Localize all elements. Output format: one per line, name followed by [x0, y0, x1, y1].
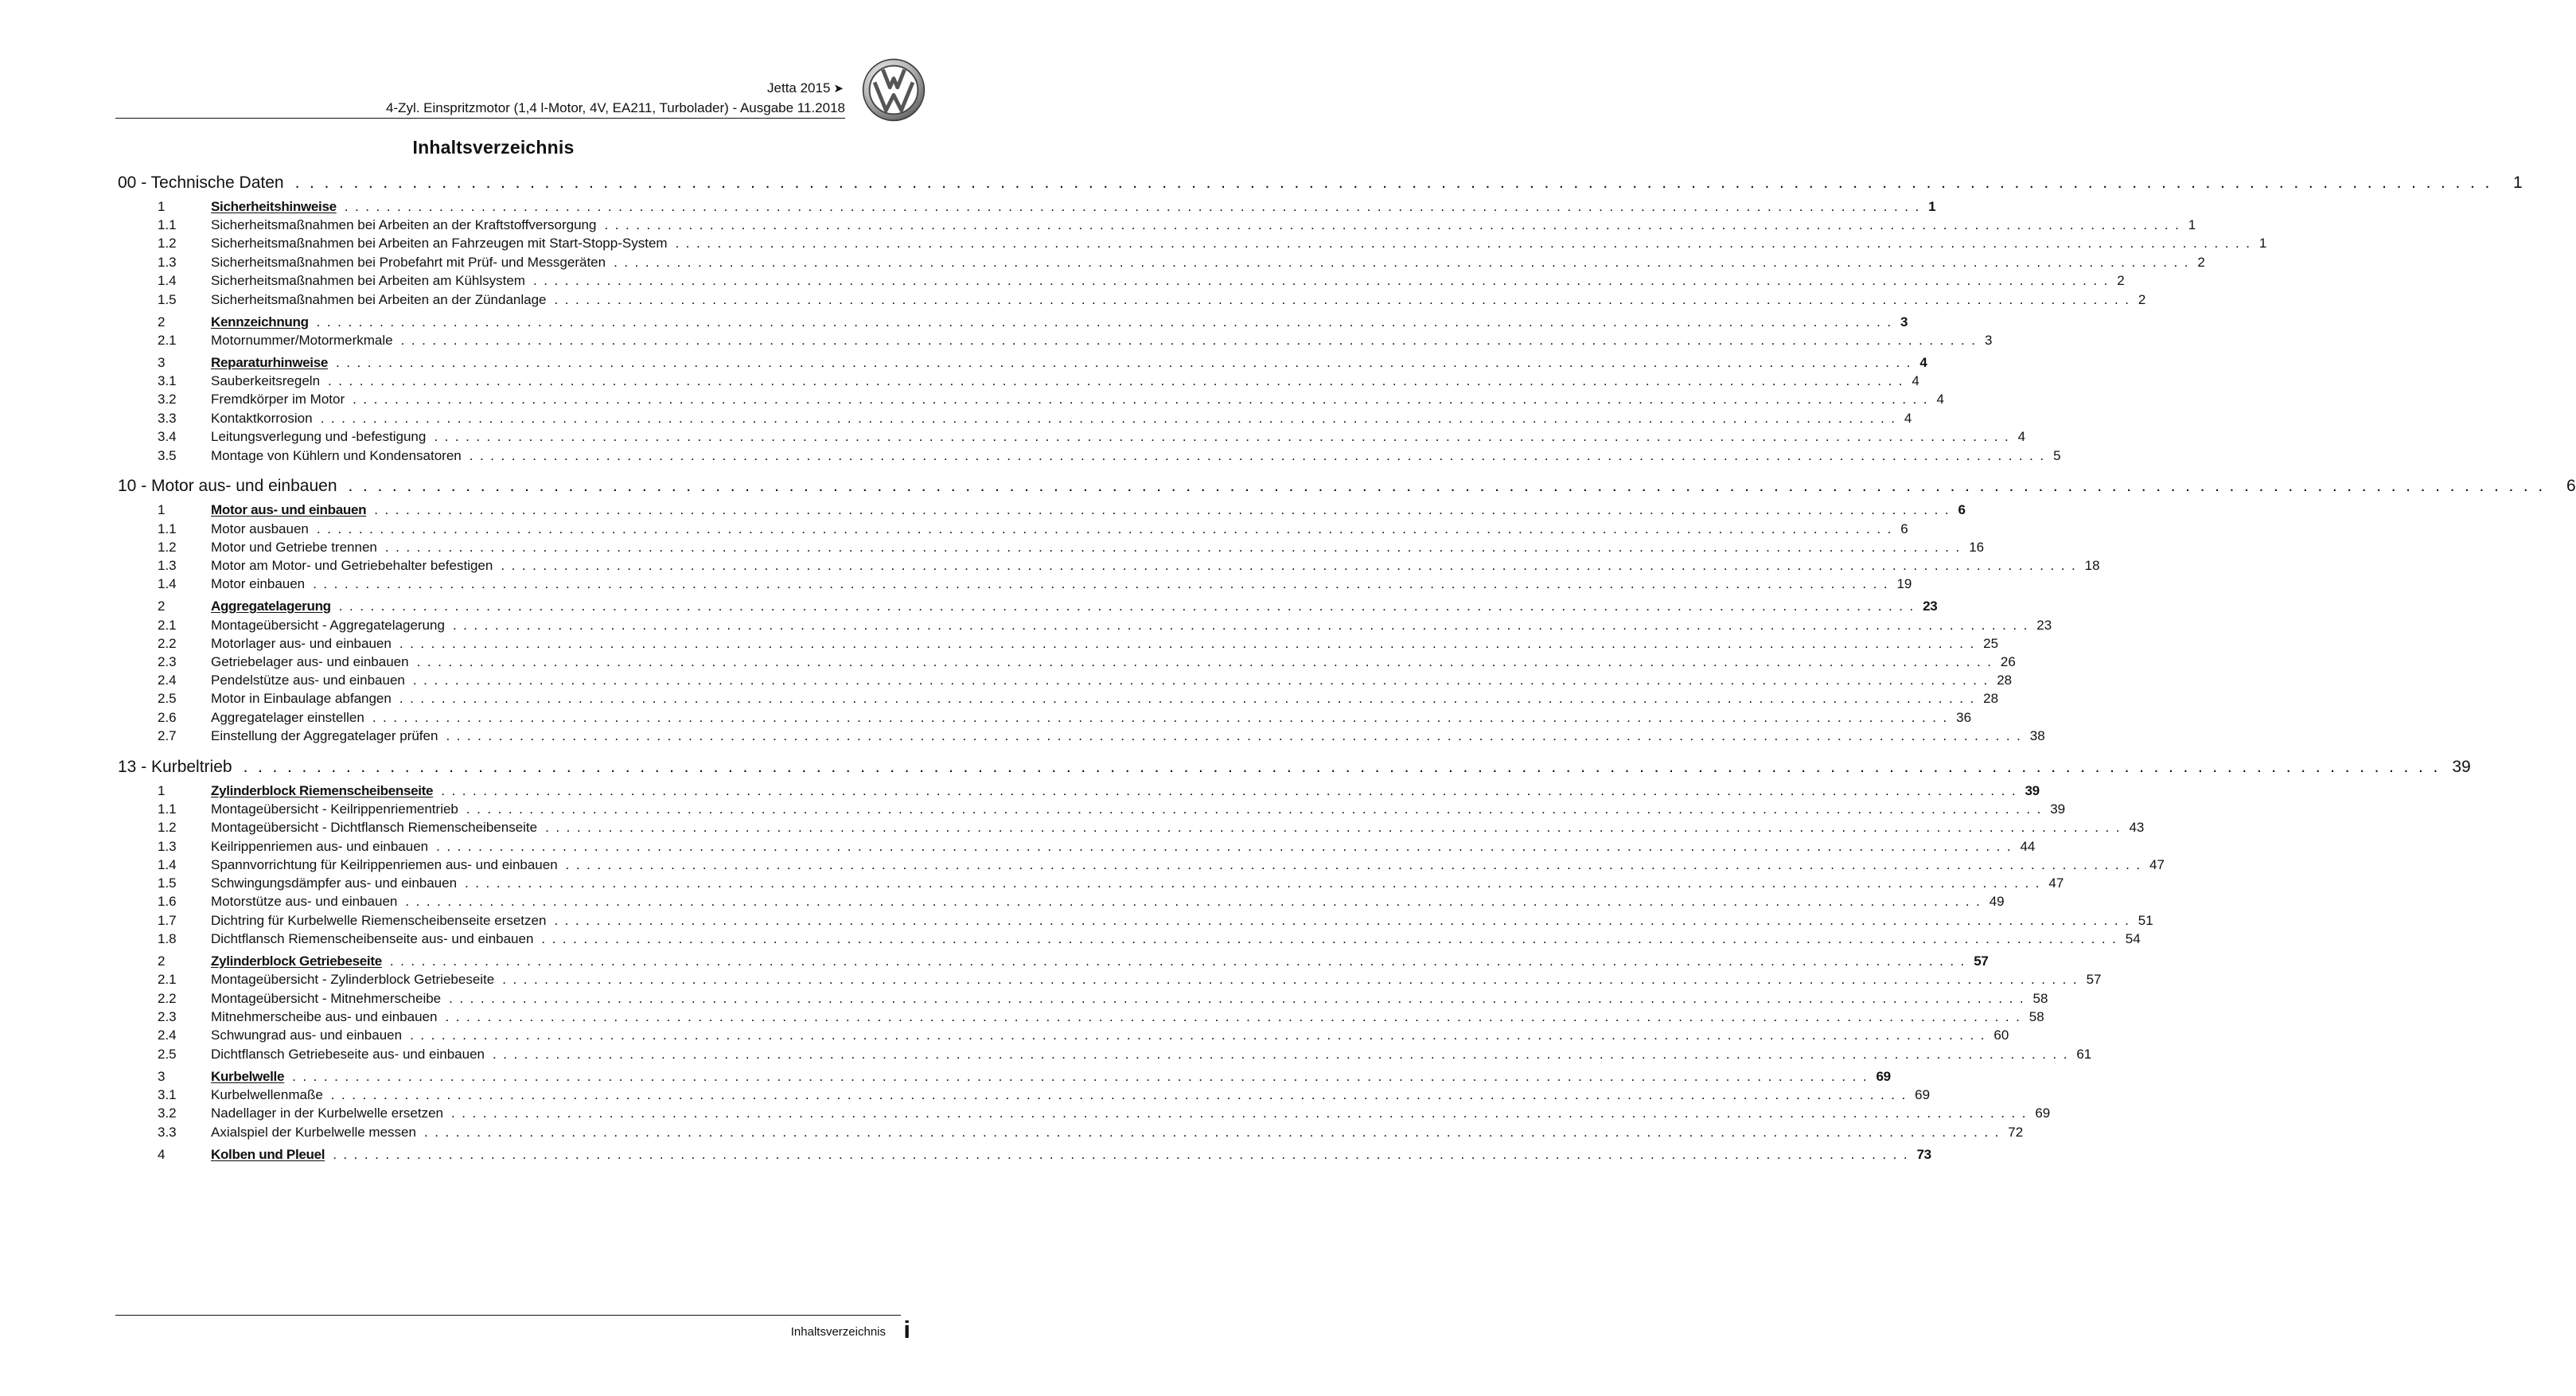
toc-subsection[interactable]: [158, 576, 1912, 592]
toc-entry-label[interactable]: Kurbelwellenmaße: [211, 1087, 323, 1102]
toc-entry-page[interactable]: 73: [1916, 1147, 1931, 1162]
toc-entry-label[interactable]: Schwingungsdämpfer aus- und einbauen: [211, 875, 458, 891]
toc-entry-label[interactable]: 00 - Technische Daten: [118, 174, 284, 192]
toc-entry-label[interactable]: Mitnehmerscheibe aus- und einbauen: [211, 1009, 438, 1024]
page-title: Inhaltsverzeichnis: [412, 137, 575, 158]
toc-entry-page[interactable]: 72: [2008, 1125, 2024, 1140]
dot-leader: . . . . . . . . . . . . . . . . . . . . . . . . . . . . . . . . . . . . . . . . . . . . . . . . . . . . . . . . . . . . . . . . . . . . . . . . . . . . . . . . . . . . . . . . . . . . . . . . . . . . . . . . . . . . . . . . . . . . . . . . . . . . . . . . . . . . . . . . . . . . . . . . . . . . . .: [541, 931, 2118, 946]
dot-leader: . . . . . . . . . . . . . . . . . . . . . . . . . . . . . . . . . . . . . . . . . . . . . . . . . . . . . . . . . . . . . . . . . . . . . . . . . . . . . . . . . . . . . . . . . . . . . . . . . . . . . . . . . . . . . . . . . . . . . . . . . . . . . . . . . . . . . . . . . . . . . . . . . . . . . .: [436, 839, 2013, 854]
dot-leader: . . . . . . . . . . . . . . . . . . . . . . . . . . . . . . . . . . . . . . . . . . . . . . . . . . . . . . . . . . . . . . . . . . . . . . . . . . . . . . . . . . . . . . . . . . . . . . . . . . . . . . . . . . . . . . . . . . . . . . . . . . . . . . . . . . . . . . . . . . . . . . . . . . . . . .: [384, 540, 1962, 555]
toc-entry-label[interactable]: Kontaktkorrosion: [211, 411, 313, 426]
arrow-right-icon: ➤: [833, 82, 844, 96]
toc-entry-number: 3: [158, 1069, 166, 1084]
toc-entry-label[interactable]: Motor ausbauen: [211, 521, 309, 536]
toc-entry-label[interactable]: Montageübersicht - Keilrippenriementrieb: [211, 801, 458, 817]
toc-entry-number: 1.1: [158, 217, 177, 232]
header-model: [767, 80, 844, 96]
dot-leader: . . . . . . . . . . . . . . . . . . . . . . . . . . . . . . . . . . . . . . . . . . . . . . . . . . . . . . . . . . . . . . . . . . . . . . . . . . . . . . . . . . . . . . . . . . . . . . . . . . . . . . . . . . . . . . . . . . . . . . . . . . . . . . . . . . . . . . . . . . . . . . . . . . . . . .: [445, 1009, 2021, 1024]
toc-entry-label[interactable]: Motor aus- und einbauen: [211, 502, 367, 517]
toc-entry-number: 1.4: [158, 576, 177, 591]
toc-subsection[interactable]: [158, 255, 2205, 271]
toc-entry-number: 1.2: [158, 236, 177, 251]
dot-leader: . . . . . . . . . . . . . . . . . . . . . . . . . . . . . . . . . . . . . . . . . . . . . . . . . . . . . . . . . . . . . . . . . . . . . . . . . . . . . . . . . . . . . . . . . . . . . . . . . . . . . . . . . . . . . . . . . . . . . . . . . . . . . . . . . . . . . . . . . . . . . . . . . . . . . .: [614, 255, 2190, 270]
header-subtitle: 4-Zyl. Einspritzmotor (1,4 l-Motor, 4V, EA211, Turbolader) - Ausgabe 11.2018: [385, 100, 845, 115]
toc-entry-page[interactable]: 57: [1974, 953, 1989, 969]
toc-entry-label[interactable]: Nadellager in der Kurbelwelle ersetzen: [211, 1105, 443, 1121]
toc-entry-label[interactable]: Montageübersicht - Aggregatelagerung: [211, 618, 445, 633]
toc-subsection[interactable]: [158, 1028, 2009, 1043]
toc-entry-page[interactable]: 51: [2138, 913, 2153, 928]
toc-entry-page[interactable]: 1: [2188, 217, 2196, 232]
toc-entry-page[interactable]: 39: [2050, 801, 2066, 817]
dot-leader: . . . . . . . . . . . . . . . . . . . . . . . . . . . . . . . . . . . . . . . . . . . . . . . . . . . . . . . . . . . . . . . . . . . . . . . . . . . . . . . . . . . . . . . . . . . . . . . . . . . . . . . . . . . . . . . . . . . . . . . . . . . . . . . . . . . . . . . . . . . . . . . . . . . . . .: [446, 728, 2022, 743]
toc-entry-number: 2: [158, 953, 166, 969]
dot-leader: . . . . . . . . . . . . . . . . . . . . . . . . . . . . . . . . . . . . . . . . . . . . . . . . . . . . . . . . . . . . . . . . . . . . . . . . . . . . . . . . . . . . . . . . . . . . . . . . . . . . . . . . . . . . . . . . . . . . . . . . . . . . . . . . . . . . . . . . . . . . . . . . . . . . . .: [554, 913, 2130, 928]
toc-entry-label[interactable]: Dichtflansch Getriebeseite aus- und einbauen: [211, 1047, 485, 1062]
toc-subsection[interactable]: [158, 710, 1972, 726]
footer-label: Inhaltsverzeichnis: [790, 1325, 886, 1339]
toc-entry-label[interactable]: Pendelstütze aus- und einbauen: [211, 673, 405, 688]
dot-leader: . . . . . . . . . . . . . . . . . . . . . . . . . . . . . . . . . . . . . . . . . . . . . . . . . . . . . . . . . . . . . . . . . . . . . . . . . . . . . . . . . . . . . . . . . . . . . . . . . . . . . . . . . . . . . . . . . . . . . . . . . . . . . . . . . . . . . . . . . . . . . . . . . . . . . .: [675, 236, 2251, 251]
dot-leader: . . . . . . . . . . . . . . . . . . . . . . . . . . . . . . . . . . . . . . . . . . . . . . . . . . . . . . . . . . . . . . . . . . . . . . . . . . . . . . . . . . . . . . . . . . . . . . . . . . . . . . . . . . . . . . . . . . . . . . . . . . . . . . . . . . . . . . . . . . . . . . . . . . . . . .: [545, 820, 2122, 835]
toc-section[interactable]: [158, 953, 1989, 969]
dot-leader: . . . . . . . . . . . . . . . . . . . . . . . . . . . . . . . . . . . . . . . . . . . . . . . . . . . . . . . . . . . . . . . . . . . . . . . . . . . . . . . . . . . . . . . . . . . . . . . . . . . . . . . . . . . . . . . . . . . . . . . . . . . . . . . . . . . . . . . . . . . . . . . . . . . . . .: [316, 314, 1892, 330]
toc-entry-number: 1.3: [158, 558, 177, 573]
dot-leader: . . . . . . . . . . . . . . . . . . . . . . . . . . . . . . . . . . . . . . . . . . . . . . . . . . . . . . . . . . . . . . . . . . . . . . . . . . . . . . . . . . . . . . . . . . . . . . . . . . . . . . . . . . . . . . . . . . . . . . . . . . . . . . . . . . . . . . . . . . . . . . . . . . . . . .: [353, 392, 1929, 407]
dot-leader: . . . . . . . . . . . . . . . . . . . . . . . . . . . . . . . . . . . . . . . . . . . . . . . . . . . . . . . . . . . . . . . . . . . . . . . . . . . . . . . . . . . . . . . . . . . . . . . . . . . . . . . . . . . . . . . . . . . . . . . . . . . . . . . . . . . . . . . . . . . . . . . . . . . . . .: [328, 373, 1904, 388]
toc-entry-page[interactable]: 58: [2028, 1009, 2044, 1024]
toc-subsection[interactable]: [158, 558, 2100, 574]
toc-entry-label[interactable]: Axialspiel der Kurbelwelle messen: [211, 1125, 416, 1140]
toc-entry-number: 2.1: [158, 618, 177, 633]
toc-entry-page[interactable]: 39: [2025, 783, 2040, 798]
toc-entry-page[interactable]: 47: [2149, 857, 2165, 872]
dot-leader: . . . . . . . . . . . . . . . . . . . . . . . . . . . . . . . . . . . . . . . . . . . . . . . . . . . . . . . . . . . . . . . . . . . . . . . . . . . . . . . . . . . . . . . . . . . . . . . . . . . . . . . . . . . . . . . . . . . . . . . . . . . . . . . . . . . . . . . . . . . . . . . . . . . . . .: [400, 333, 1977, 348]
toc-entry-label[interactable]: Motorstütze aus- und einbauen: [211, 894, 398, 909]
toc-entry-page[interactable]: 44: [2020, 839, 2036, 854]
toc-entry-number: 2.1: [158, 972, 177, 987]
toc-entry-page[interactable]: 1: [2258, 236, 2267, 251]
toc-entry-label[interactable]: Getriebelager aus- und einbauen: [211, 654, 409, 669]
toc-entry-page[interactable]: 2: [2138, 292, 2146, 307]
toc-entry-number: 2.5: [158, 1047, 177, 1062]
toc-section[interactable]: [158, 1069, 1891, 1085]
dot-leader: . . . . . . . . . . . . . . . . . . . . . . . . . . . . . . . . . . . . . . . . . . . . . . . . . . . . . . . . . . . . . . . . . . . . . . . . . . . . . . . . . . . . . . . . . . . . . . . . . . . . . . . . . . . . . . . . . . . . . . . . . . . . . . . . . . . . . . . . . . . . . . . . . . . . . .: [320, 411, 1896, 426]
toc-entry-label[interactable]: 13 - Kurbeltrieb: [118, 758, 232, 776]
toc-entry-label[interactable]: Montageübersicht - Mitnehmerscheibe: [211, 991, 442, 1006]
toc-entry-label[interactable]: Motor am Motor- und Getriebehalter befestigen: [211, 558, 493, 573]
footer-rule: [115, 1315, 901, 1316]
toc-entry-number: 1.6: [158, 894, 177, 909]
toc-entry-page[interactable]: 60: [1993, 1028, 2009, 1043]
toc-entry-number: 2.3: [158, 1009, 177, 1024]
dot-leader: . . . . . . . . . . . . . . . . . . . . . . . . . . . . . . . . . . . . . . . . . . . . . . . . . . . . . . . . . . . . . . . . . . . . . . . . . . . . . . . . . . . . . . . . . . . . . . . . . . . . . . . . . . . . . . . . . . . . . . . . . . . . . . . . . . . . . . . . . . . . . . . . . . . . . .: [604, 217, 2180, 232]
dot-leader: . . . . . . . . . . . . . . . . . . . . . . . . . . . . . . . . . . . . . . . . . . . . . . . . . . . . . . . . . . . . . . . . . . . . . . . . . . . . . . . . . . . . . . . . . . . . . . . . . . . . . . . . . . . . . . . . . . . . . . . . . . . . . . . . . . . . . . . . . . . . . . . . . . . . . .: [502, 972, 2079, 987]
toc-entry-label[interactable]: Sauberkeitsregeln: [211, 373, 321, 388]
toc-entry-label[interactable]: Sicherheitshinweise: [211, 199, 337, 214]
toc-subsection[interactable]: [158, 429, 2026, 445]
toc-entry-number: 1.3: [158, 255, 177, 270]
toc-subsection[interactable]: [158, 1009, 2044, 1025]
toc-subsection[interactable]: [158, 801, 2066, 817]
toc-subsection[interactable]: [158, 618, 2052, 634]
toc-subsection[interactable]: [158, 931, 2141, 947]
toc-entry-number: 1.4: [158, 273, 177, 288]
toc-entry-page[interactable]: 69: [1915, 1087, 1931, 1102]
toc-entry-page[interactable]: 3: [1984, 333, 1993, 348]
footer-page-number: i: [903, 1316, 910, 1343]
toc-entry-number: 2.2: [158, 991, 177, 1006]
toc-entry-label[interactable]: Aggregatelager einstellen: [211, 710, 364, 725]
toc-entry-label[interactable]: Sicherheitsmaßnahmen bei Arbeiten am Kühlsystem: [211, 273, 525, 288]
dot-leader: . . . . . . . . . . . . . . . . . . . . . . . . . . . . . . . . . . . . . . . . . . . . . . . . . . . . . . . . . . . . . . . . . . . . . . . . . . . . . . . . . . . . . . . . . . . . . . . . . . . . . . . . . . . . . . . . . . . . . . . . . . . . . . . . . . . . . . . . . . . . . . . . . . . . . .: [501, 558, 2077, 573]
toc-entry-number: 1.8: [158, 931, 177, 946]
toc-entry-label[interactable]: Dichtring für Kurbelwelle Riemenscheibenseite ersetzen: [211, 913, 547, 928]
vw-logo-icon: [862, 58, 926, 122]
toc-subsection[interactable]: [158, 273, 2125, 289]
dot-leader: . . . . . . . . . . . . . . . . . . . . . . . . . . . . . . . . . . . . . . . . . . . . . . . . . . . . . . . . . . . . . . . . . . . . . . . . . . . . . . . . . . . . . . . . . . . . . . . . . . . . . . . . . . . . . . . . . . . . . . . . . . . . . . . . . . . . . . . . . . . . . . . . . . . . . .: [405, 894, 1982, 909]
toc-entry-label[interactable]: Zylinderblock Riemenscheibenseite: [211, 783, 434, 798]
toc-entry-page[interactable]: 18: [2084, 558, 2100, 573]
toc-entry-page[interactable]: 1: [1928, 199, 1936, 214]
toc-entry-label[interactable]: Motorlager aus- und einbauen: [211, 636, 392, 651]
header-rule: [115, 118, 845, 119]
toc-entry-number: 2: [158, 314, 166, 330]
toc-entry-number: 3.1: [158, 1087, 177, 1102]
dot-leader: . . . . . . . . . . . . . . . . . . . . . . . . . . . . . . . . . . . . . . . . . . . . . . . . . . . . . . . . . . . . . . . . . . . . . . . . . . . . . . . . . . . . . . . . . . . . . . . . . . . . . . . . . . . . . . . . . . . . . . . . . . . . . . . . . . . . . . . . . . . . . . . . . . . . . .: [292, 1069, 1869, 1084]
toc-entry-page[interactable]: 43: [2129, 820, 2145, 835]
toc-entry-number: 1.1: [158, 521, 177, 536]
toc-entry-page[interactable]: 28: [1983, 691, 1999, 706]
toc-entry-number: 3.4: [158, 429, 177, 444]
toc-entry-label[interactable]: Sicherheitsmaßnahmen bei Probefahrt mit Prüf- und Messgeräten: [211, 255, 606, 270]
dot-leader: . . . . . . . . . . . . . . . . . . . . . . . . . . . . . . . . . . . . . . . . . . . . . . . . . . . . . . . . . . . . . . . . . . . . . . . . . . . . . . . . . . . . . . . . . . . . . . . . . . . . . . . . . . . . . . . . . . . . . . . . . . . . . . . . . . . . . . . . . . . . . . . . . . . . . .: [348, 477, 2546, 495]
dot-leader: . . . . . . . . . . . . . . . . . . . . . . . . . . . . . . . . . . . . . . . . . . . . . . . . . . . . . . . . . . . . . . . . . . . . . . . . . . . . . . . . . . . . . . . . . . . . . . . . . . . . . . . . . . . . . . . . . . . . . . . . . . . . . . . . . . . . . . . . . . . . . . . . . . . . . .: [313, 576, 1889, 591]
dot-leader: . . . . . . . . . . . . . . . . . . . . . . . . . . . . . . . . . . . . . . . . . . . . . . . . . . . . . . . . . . . . . . . . . . . . . . . . . . . . . . . . . . . . . . . . . . . . . . . . . . . . . . . . . . . . . . . . . . . . . . . . . . . . . . . . . . . . . . . . . . . . . . . . . . . . . .: [466, 801, 2043, 817]
dot-leader: . . . . . . . . . . . . . . . . . . . . . . . . . . . . . . . . . . . . . . . . . . . . . . . . . . . . . . . . . . . . . . . . . . . . . . . . . . . . . . . . . . . . . . . . . . . . . . . . . . . . . . . . . . . . . . . . . . . . . . . . . . . . . . . . . . . . . . . . . . . . . . . . . . . . . .: [554, 292, 2130, 307]
toc-subsection[interactable]: [158, 292, 2146, 308]
dot-leader: . . . . . . . . . . . . . . . . . . . . . . . . . . . . . . . . . . . . . . . . . . . . . . . . . . . . . . . . . . . . . . . . . . . . . . . . . . . . . . . . . . . . . . . . . . . . . . . . . . . . . . . . . . . . . . . . . . . . . . . . . . . . . . . . . . . . . . . . . . . . . . . . . . . . . .: [493, 1047, 2069, 1062]
toc-subsection[interactable]: [158, 392, 1944, 407]
toc-subsection[interactable]: [158, 991, 2048, 1007]
toc-subsection[interactable]: [158, 820, 2145, 836]
toc-entry-number: 1: [158, 199, 166, 214]
toc-entry-page[interactable]: 39: [2452, 758, 2471, 776]
toc-subsection[interactable]: [158, 217, 2196, 233]
toc-entry-page[interactable]: 69: [2035, 1105, 2051, 1121]
toc-chapter[interactable]: [118, 758, 2471, 777]
dot-leader: . . . . . . . . . . . . . . . . . . . . . . . . . . . . . . . . . . . . . . . . . . . . . . . . . . . . . . . . . . . . . . . . . . . . . . . . . . . . . . . . . . . . . . . . . . . . . . . . . . . . . . . . . . . . . . . . . . . . . . . . . . . . . . . . . . . . . . . . . . . . . . . . . . . . . .: [243, 758, 2441, 776]
toc-subsection[interactable]: [158, 540, 1985, 556]
toc-entry-number: 2.3: [158, 654, 177, 669]
toc-entry-page[interactable]: 58: [2032, 991, 2048, 1006]
toc-entry-page[interactable]: 49: [1989, 894, 2005, 909]
toc-entry-label[interactable]: Montageübersicht - Dichtflansch Riemenscheibenseite: [211, 820, 538, 835]
dot-leader: . . . . . . . . . . . . . . . . . . . . . . . . . . . . . . . . . . . . . . . . . . . . . . . . . . . . . . . . . . . . . . . . . . . . . . . . . . . . . . . . . . . . . . . . . . . . . . . . . . . . . . . . . . . . . . . . . . . . . . . . . . . . . . . . . . . . . . . . . . . . . . . . . . . . . .: [336, 355, 1912, 370]
toc-section[interactable]: [158, 199, 1936, 215]
toc-entry-label[interactable]: Sicherheitsmaßnahmen bei Arbeiten an der Zündanlage: [211, 292, 547, 307]
toc-entry-number: 1.2: [158, 540, 177, 555]
toc-entry-label[interactable]: Montage von Kühlern und Kondensatoren: [211, 448, 462, 463]
toc-entry-page[interactable]: 25: [1983, 636, 1999, 651]
toc-entry-page[interactable]: 3: [1900, 314, 1908, 330]
toc-entry-page[interactable]: 69: [1876, 1069, 1891, 1084]
dot-leader: . . . . . . . . . . . . . . . . . . . . . . . . . . . . . . . . . . . . . . . . . . . . . . . . . . . . . . . . . . . . . . . . . . . . . . . . . . . . . . . . . . . . . . . . . . . . . . . . . . . . . . . . . . . . . . . . . . . . . . . . . . . . . . . . . . . . . . . . . . . . . . . . . . . . . .: [372, 710, 1949, 725]
dot-leader: . . . . . . . . . . . . . . . . . . . . . . . . . . . . . . . . . . . . . . . . . . . . . . . . . . . . . . . . . . . . . . . . . . . . . . . . . . . . . . . . . . . . . . . . . . . . . . . . . . . . . . . . . . . . . . . . . . . . . . . . . . . . . . . . . . . . . . . . . . . . . . . . . . . . . .: [451, 1105, 2028, 1121]
toc-entry-label[interactable]: Keilrippenriemen aus- und einbauen: [211, 839, 429, 854]
toc-subsection[interactable]: [158, 972, 2102, 988]
toc-subsection[interactable]: [158, 691, 1999, 707]
toc-subsection[interactable]: [158, 857, 2165, 873]
toc-entry-label[interactable]: Dichtflansch Riemenscheibenseite aus- und einbauen: [211, 931, 534, 946]
toc-entry-number: 3.3: [158, 1125, 177, 1140]
toc-entry-page[interactable]: 19: [1896, 576, 1912, 591]
dot-leader: . . . . . . . . . . . . . . . . . . . . . . . . . . . . . . . . . . . . . . . . . . . . . . . . . . . . . . . . . . . . . . . . . . . . . . . . . . . . . . . . . . . . . . . . . . . . . . . . . . . . . . . . . . . . . . . . . . . . . . . . . . . . . . . . . . . . . . . . . . . . . . . . . . . . . .: [423, 1125, 2001, 1140]
toc-subsection[interactable]: [158, 728, 2045, 744]
toc-section[interactable]: [158, 783, 2040, 799]
toc-entry-label[interactable]: Kennzeichnung: [211, 314, 309, 330]
toc-section[interactable]: [158, 599, 1938, 614]
toc-entry-number: 2.7: [158, 728, 177, 743]
dot-leader: . . . . . . . . . . . . . . . . . . . . . . . . . . . . . . . . . . . . . . . . . . . . . . . . . . . . . . . . . . . . . . . . . . . . . . . . . . . . . . . . . . . . . . . . . . . . . . . . . . . . . . . . . . . . . . . . . . . . . . . . . . . . . . . . . . . . . . . . . . . . . . . . . . . . . .: [330, 1087, 1908, 1102]
toc-entry-page[interactable]: 23: [1923, 599, 1938, 614]
toc-chapter[interactable]: [118, 174, 2523, 193]
dot-leader: . . . . . . . . . . . . . . . . . . . . . . . . . . . . . . . . . . . . . . . . . . . . . . . . . . . . . . . . . . . . . . . . . . . . . . . . . . . . . . . . . . . . . . . . . . . . . . . . . . . . . . . . . . . . . . . . . . . . . . . . . . . . . . . . . . . . . . . . . . . . . . . . . . . . . .: [469, 448, 2046, 463]
dot-leader: . . . . . . . . . . . . . . . . . . . . . . . . . . . . . . . . . . . . . . . . . . . . . . . . . . . . . . . . . . . . . . . . . . . . . . . . . . . . . . . . . . . . . . . . . . . . . . . . . . . . . . . . . . . . . . . . . . . . . . . . . . . . . . . . . . . . . . . . . . . . . . . . . . . . . .: [294, 174, 2492, 192]
toc-entry-page[interactable]: 38: [2029, 728, 2045, 743]
toc-entry-number: 1: [158, 783, 166, 798]
dot-leader: . . . . . . . . . . . . . . . . . . . . . . . . . . . . . . . . . . . . . . . . . . . . . . . . . . . . . . . . . . . . . . . . . . . . . . . . . . . . . . . . . . . . . . . . . . . . . . . . . . . . . . . . . . . . . . . . . . . . . . . . . . . . . . . . . . . . . . . . . . . . . . . . . . . . . .: [565, 857, 2141, 872]
toc-entry-number: 1.4: [158, 857, 177, 872]
toc-entry-label[interactable]: 10 - Motor aus- und einbauen: [118, 477, 337, 495]
dot-leader: . . . . . . . . . . . . . . . . . . . . . . . . . . . . . . . . . . . . . . . . . . . . . . . . . . . . . . . . . . . . . . . . . . . . . . . . . . . . . . . . . . . . . . . . . . . . . . . . . . . . . . . . . . . . . . . . . . . . . . . . . . . . . . . . . . . . . . . . . . . . . . . . . . . . . .: [412, 673, 1989, 688]
toc-entry-page[interactable]: 26: [2000, 654, 2016, 669]
toc-entry-number: 2.4: [158, 1028, 177, 1043]
toc-entry-label[interactable]: Montageübersicht - Zylinderblock Getriebeseite: [211, 972, 495, 987]
toc-entry-label[interactable]: Schwungrad aus- und einbauen: [211, 1028, 403, 1043]
toc-entry-number: 1.7: [158, 913, 177, 928]
toc-entry-page[interactable]: 57: [2086, 972, 2102, 987]
toc-entry-page[interactable]: 16: [1969, 540, 1985, 555]
dot-leader: . . . . . . . . . . . . . . . . . . . . . . . . . . . . . . . . . . . . . . . . . . . . . . . . . . . . . . . . . . . . . . . . . . . . . . . . . . . . . . . . . . . . . . . . . . . . . . . . . . . . . . . . . . . . . . . . . . . . . . . . . . . . . . . . . . . . . . . . . . . . . . . . . . . . . .: [434, 429, 2010, 444]
toc-entry-page[interactable]: 5: [2053, 448, 2061, 463]
toc-subsection[interactable]: [158, 654, 2016, 670]
toc-entry-page[interactable]: 47: [2048, 875, 2064, 891]
toc-subsection[interactable]: [158, 236, 2267, 252]
dot-leader: . . . . . . . . . . . . . . . . . . . . . . . . . . . . . . . . . . . . . . . . . . . . . . . . . . . . . . . . . . . . . . . . . . . . . . . . . . . . . . . . . . . . . . . . . . . . . . . . . . . . . . . . . . . . . . . . . . . . . . . . . . . . . . . . . . . . . . . . . . . . . . . . . . . . . .: [389, 953, 1966, 969]
toc-entry-number: 3.5: [158, 448, 177, 463]
dot-leader: . . . . . . . . . . . . . . . . . . . . . . . . . . . . . . . . . . . . . . . . . . . . . . . . . . . . . . . . . . . . . . . . . . . . . . . . . . . . . . . . . . . . . . . . . . . . . . . . . . . . . . . . . . . . . . . . . . . . . . . . . . . . . . . . . . . . . . . . . . . . . . . . . . . . . .: [374, 502, 1951, 517]
toc-entry-number: 3.3: [158, 411, 177, 426]
dot-leader: . . . . . . . . . . . . . . . . . . . . . . . . . . . . . . . . . . . . . . . . . . . . . . . . . . . . . . . . . . . . . . . . . . . . . . . . . . . . . . . . . . . . . . . . . . . . . . . . . . . . . . . . . . . . . . . . . . . . . . . . . . . . . . . . . . . . . . . . . . . . . . . . . . . . . .: [344, 199, 1921, 214]
toc-subsection[interactable]: [158, 373, 1919, 389]
toc-subsection[interactable]: [158, 894, 2005, 910]
toc-entry-page[interactable]: 23: [2036, 618, 2052, 633]
toc-entry-number: 2.5: [158, 691, 177, 706]
toc-entry-label[interactable]: Motor einbauen: [211, 576, 306, 591]
toc-entry-number: 1.5: [158, 292, 177, 307]
toc-subsection[interactable]: [158, 1087, 1931, 1103]
toc-subsection[interactable]: [158, 636, 1999, 652]
toc-subsection[interactable]: [158, 1125, 2024, 1141]
toc-section[interactable]: [158, 1147, 1931, 1163]
toc-entry-page[interactable]: 2: [2117, 273, 2125, 288]
toc-subsection[interactable]: [158, 333, 1993, 349]
dot-leader: . . . . . . . . . . . . . . . . . . . . . . . . . . . . . . . . . . . . . . . . . . . . . . . . . . . . . . . . . . . . . . . . . . . . . . . . . . . . . . . . . . . . . . . . . . . . . . . . . . . . . . . . . . . . . . . . . . . . . . . . . . . . . . . . . . . . . . . . . . . . . . . . . . . . . .: [452, 618, 2029, 633]
toc-subsection[interactable]: [158, 1047, 2092, 1063]
toc-entry-number: 2: [158, 599, 166, 614]
toc-entry-page[interactable]: 6: [2566, 477, 2576, 495]
toc-entry-number: 1.2: [158, 820, 177, 835]
toc-entry-number: 3: [158, 355, 166, 370]
dot-leader: . . . . . . . . . . . . . . . . . . . . . . . . . . . . . . . . . . . . . . . . . . . . . . . . . . . . . . . . . . . . . . . . . . . . . . . . . . . . . . . . . . . . . . . . . . . . . . . . . . . . . . . . . . . . . . . . . . . . . . . . . . . . . . . . . . . . . . . . . . . . . . . . . . . . . .: [410, 1028, 1986, 1043]
toc-subsection[interactable]: [158, 448, 2061, 464]
toc-section[interactable]: [158, 502, 1966, 518]
toc-subsection[interactable]: [158, 411, 1912, 427]
toc-entry-label[interactable]: Motornummer/Motormerkmale: [211, 333, 393, 348]
dot-leader: . . . . . . . . . . . . . . . . . . . . . . . . . . . . . . . . . . . . . . . . . . . . . . . . . . . . . . . . . . . . . . . . . . . . . . . . . . . . . . . . . . . . . . . . . . . . . . . . . . . . . . . . . . . . . . . . . . . . . . . . . . . . . . . . . . . . . . . . . . . . . . . . . . . . . .: [399, 636, 1976, 651]
toc-entry-page[interactable]: 6: [1900, 521, 1908, 536]
toc-entry-label[interactable]: Leitungsverlegung und -befestigung: [211, 429, 427, 444]
toc-entry-number: 2.6: [158, 710, 177, 725]
toc-entry-number: 1.5: [158, 875, 177, 891]
toc-entry-page[interactable]: 2: [2197, 255, 2205, 270]
dot-leader: . . . . . . . . . . . . . . . . . . . . . . . . . . . . . . . . . . . . . . . . . . . . . . . . . . . . . . . . . . . . . . . . . . . . . . . . . . . . . . . . . . . . . . . . . . . . . . . . . . . . . . . . . . . . . . . . . . . . . . . . . . . . . . . . . . . . . . . . . . . . . . . . . . . . . .: [416, 654, 1993, 669]
header-model-text: Jetta 2015: [767, 80, 831, 96]
dot-leader: . . . . . . . . . . . . . . . . . . . . . . . . . . . . . . . . . . . . . . . . . . . . . . . . . . . . . . . . . . . . . . . . . . . . . . . . . . . . . . . . . . . . . . . . . . . . . . . . . . . . . . . . . . . . . . . . . . . . . . . . . . . . . . . . . . . . . . . . . . . . . . . . . . . . . .: [338, 599, 1915, 614]
toc-entry-number: 1: [158, 502, 166, 517]
toc-subsection[interactable]: [158, 839, 2036, 855]
toc-section[interactable]: [158, 314, 1908, 330]
toc-entry-number: 3.2: [158, 392, 177, 407]
dot-leader: . . . . . . . . . . . . . . . . . . . . . . . . . . . . . . . . . . . . . . . . . . . . . . . . . . . . . . . . . . . . . . . . . . . . . . . . . . . . . . . . . . . . . . . . . . . . . . . . . . . . . . . . . . . . . . . . . . . . . . . . . . . . . . . . . . . . . . . . . . . . . . . . . . . . . .: [399, 691, 1976, 706]
toc-entry-number: 4: [158, 1147, 166, 1162]
toc-entry-page[interactable]: 4: [1912, 373, 1919, 388]
dot-leader: . . . . . . . . . . . . . . . . . . . . . . . . . . . . . . . . . . . . . . . . . . . . . . . . . . . . . . . . . . . . . . . . . . . . . . . . . . . . . . . . . . . . . . . . . . . . . . . . . . . . . . . . . . . . . . . . . . . . . . . . . . . . . . . . . . . . . . . . . . . . . . . . . . . . . .: [316, 521, 1893, 536]
toc-entry-page[interactable]: 28: [1997, 673, 2013, 688]
toc-entry-number: 1.1: [158, 801, 177, 817]
toc-entry-number: 2.4: [158, 673, 177, 688]
dot-leader: . . . . . . . . . . . . . . . . . . . . . . . . . . . . . . . . . . . . . . . . . . . . . . . . . . . . . . . . . . . . . . . . . . . . . . . . . . . . . . . . . . . . . . . . . . . . . . . . . . . . . . . . . . . . . . . . . . . . . . . . . . . . . . . . . . . . . . . . . . . . . . . . . . . . . .: [441, 783, 2017, 798]
toc-entry-label[interactable]: Motor in Einbaulage abfangen: [211, 691, 392, 706]
toc-subsection[interactable]: [158, 1105, 2051, 1121]
toc-subsection[interactable]: [158, 913, 2153, 929]
toc-entry-page[interactable]: 36: [1956, 710, 1972, 725]
toc-entry-page[interactable]: 6: [1958, 502, 1966, 517]
toc-section[interactable]: [158, 355, 1927, 371]
toc-entry-label[interactable]: Kolben und Pleuel: [211, 1147, 325, 1162]
toc-entry-label[interactable]: Spannvorrichtung für Keilrippenriemen aus- und einbauen: [211, 857, 558, 872]
toc-entry-label[interactable]: Motor und Getriebe trennen: [211, 540, 377, 555]
toc-entry-page[interactable]: 1: [2513, 174, 2523, 192]
toc-subsection[interactable]: [158, 875, 2064, 891]
toc-entry-number: 2.1: [158, 333, 177, 348]
toc-entry-page[interactable]: 54: [2125, 931, 2141, 946]
toc-entry-number: 3.1: [158, 373, 177, 388]
dot-leader: . . . . . . . . . . . . . . . . . . . . . . . . . . . . . . . . . . . . . . . . . . . . . . . . . . . . . . . . . . . . . . . . . . . . . . . . . . . . . . . . . . . . . . . . . . . . . . . . . . . . . . . . . . . . . . . . . . . . . . . . . . . . . . . . . . . . . . . . . . . . . . . . . . . . . .: [465, 875, 2041, 891]
toc-entry-label[interactable]: Aggregatelagerung: [211, 599, 331, 614]
dot-leader: . . . . . . . . . . . . . . . . . . . . . . . . . . . . . . . . . . . . . . . . . . . . . . . . . . . . . . . . . . . . . . . . . . . . . . . . . . . . . . . . . . . . . . . . . . . . . . . . . . . . . . . . . . . . . . . . . . . . . . . . . . . . . . . . . . . . . . . . . . . . . . . . . . . . . .: [449, 991, 2025, 1006]
toc-entry-label[interactable]: Reparaturhinweise: [211, 355, 329, 370]
toc-entry-label[interactable]: Einstellung der Aggregatelager prüfen: [211, 728, 438, 743]
toc-entry-label[interactable]: Fremdkörper im Motor: [211, 392, 345, 407]
toc-entry-label[interactable]: Kurbelwelle: [211, 1069, 285, 1084]
dot-leader: . . . . . . . . . . . . . . . . . . . . . . . . . . . . . . . . . . . . . . . . . . . . . . . . . . . . . . . . . . . . . . . . . . . . . . . . . . . . . . . . . . . . . . . . . . . . . . . . . . . . . . . . . . . . . . . . . . . . . . . . . . . . . . . . . . . . . . . . . . . . . . . . . . . . . .: [333, 1147, 1909, 1162]
toc-entry-number: 2.2: [158, 636, 177, 651]
toc-subsection[interactable]: [158, 521, 1908, 537]
toc-entry-page[interactable]: 4: [1919, 355, 1927, 370]
toc-entry-label[interactable]: Sicherheitsmaßnahmen bei Arbeiten an Fahrzeugen mit Start-Stopp-System: [211, 236, 668, 251]
toc-subsection[interactable]: [158, 673, 2013, 688]
toc-entry-page[interactable]: 4: [1936, 392, 1944, 407]
toc-entry-number: 1.3: [158, 839, 177, 854]
toc-entry-page[interactable]: 4: [1904, 411, 1912, 426]
toc-entry-page[interactable]: 4: [2017, 429, 2026, 444]
dot-leader: . . . . . . . . . . . . . . . . . . . . . . . . . . . . . . . . . . . . . . . . . . . . . . . . . . . . . . . . . . . . . . . . . . . . . . . . . . . . . . . . . . . . . . . . . . . . . . . . . . . . . . . . . . . . . . . . . . . . . . . . . . . . . . . . . . . . . . . . . . . . . . . . . . . . . .: [532, 273, 2110, 288]
toc-entry-number: 3.2: [158, 1105, 177, 1121]
toc-chapter[interactable]: [118, 477, 2576, 496]
toc-entry-label[interactable]: Zylinderblock Getriebeseite: [211, 953, 382, 969]
toc-entry-page[interactable]: 61: [2076, 1047, 2092, 1062]
toc-entry-label[interactable]: Sicherheitsmaßnahmen bei Arbeiten an der Kraftstoffversorgung: [211, 217, 597, 232]
